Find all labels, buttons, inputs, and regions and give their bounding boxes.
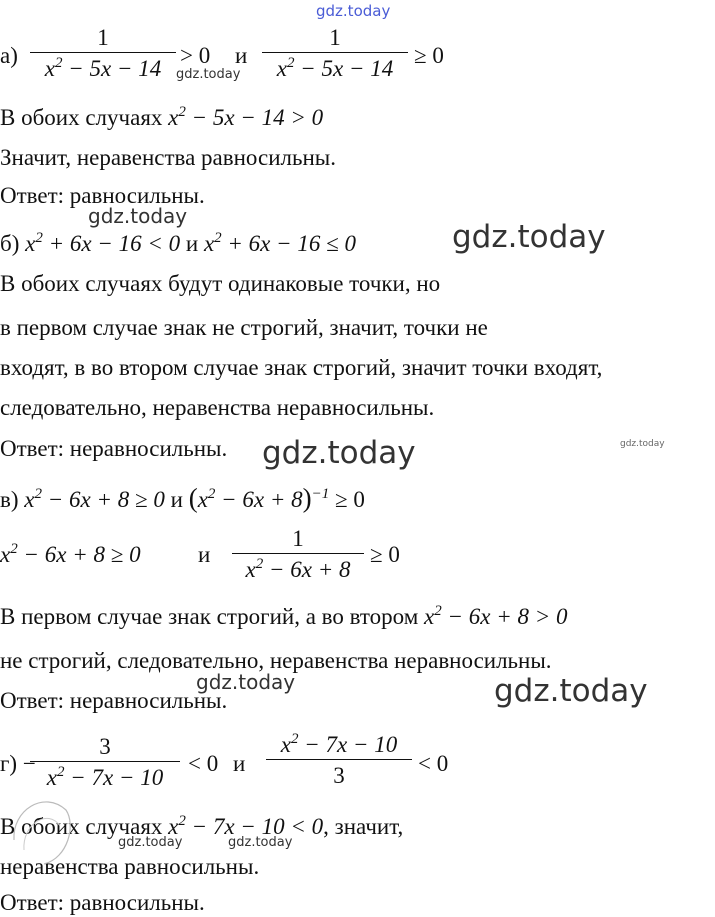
stamp-mark bbox=[4, 780, 84, 870]
part-g-fraction-2: $x^2 - 7x - 10$ 3 bbox=[266, 733, 412, 787]
part-b-line-3: в первом случае знак не строгий, значит, точки не bbox=[0, 315, 488, 340]
part-b-line-2: В обоих случаях будут одинаковые точки, но bbox=[0, 271, 441, 296]
part-g-lt-1: < 0 bbox=[188, 751, 219, 776]
part-g-line-3: неравенства равносильны. bbox=[0, 854, 260, 879]
watermark: gdz.today bbox=[620, 439, 665, 449]
part-a-label: а) bbox=[0, 43, 18, 68]
part-a-fraction-2: 1 $x^2 - 5x - 14$ bbox=[262, 26, 408, 80]
part-b-line-4: входят, в во втором случае знак строгий, значит точки входят, bbox=[0, 355, 603, 380]
watermark: gdz.today bbox=[262, 435, 416, 471]
part-v-line-1: в) $x^2 - 6x + 8 \ge 0$ и $(x^2 - 6x + 8)^{-1} \ge 0$ bbox=[0, 483, 365, 513]
part-b-answer: Ответ: неравносильны. bbox=[0, 436, 228, 461]
part-g-conj: и bbox=[233, 751, 246, 776]
watermark: gdz.today bbox=[228, 835, 293, 850]
part-a-line-2: В обоих случаях $x^2 - 5x - 14 > 0$ bbox=[0, 104, 324, 130]
part-v-line-4: не строгий, следовательно, неравенства неравносильны. bbox=[0, 648, 552, 673]
part-v-fraction: 1 $x^2 - 6x + 8$ bbox=[232, 527, 364, 581]
part-v-fraction-ge: ≥ 0 bbox=[370, 542, 400, 567]
watermark: gdz.today bbox=[118, 835, 183, 850]
part-v-line-2-conj: и bbox=[198, 542, 211, 567]
watermark: gdz.today bbox=[196, 670, 296, 694]
part-g-lt-2: < 0 bbox=[418, 751, 449, 776]
part-a-ge: ≥ 0 bbox=[414, 43, 444, 68]
part-v-answer: Ответ: неравносильны. bbox=[0, 688, 228, 713]
part-v-line-3: В первом случае знак строгий, а во втором $x^2 - 6x + 8 > 0$ bbox=[0, 603, 568, 629]
watermark: gdz.today bbox=[88, 204, 188, 228]
part-a-conj: и bbox=[235, 43, 248, 68]
part-a-gt: > 0 bbox=[180, 43, 211, 68]
watermark: gdz.today bbox=[316, 2, 391, 20]
part-g-answer: Ответ: равносильны. bbox=[0, 890, 205, 915]
part-a-answer: Ответ: равносильны. bbox=[0, 183, 205, 208]
part-b-line-5: следовательно, неравенства неравносильны. bbox=[0, 395, 435, 420]
watermark: gdz.today bbox=[452, 219, 606, 255]
part-b-line-1: б) $x^2 + 6x - 16 < 0$ и $x^2 + 6x - 16 \le 0$ bbox=[0, 230, 357, 256]
part-a-fraction-1: 1 $x^2 - 5x - 14$ bbox=[30, 26, 176, 80]
part-g-label: г) − bbox=[0, 751, 36, 776]
watermark: gdz.today bbox=[494, 673, 648, 709]
watermark: gdz.today bbox=[176, 67, 241, 82]
part-g-line-2: В обоих случаях $x^2 - 7x - 10 < 0$, значит, bbox=[0, 813, 404, 839]
part-v-line-2: $x^2 - 6x + 8 \ge 0$ bbox=[0, 541, 141, 567]
part-a-line-3: Значит, неравенства равносильны. bbox=[0, 145, 337, 170]
part-g-fraction-1: 3 $x^2 - 7x - 10$ bbox=[30, 735, 180, 789]
